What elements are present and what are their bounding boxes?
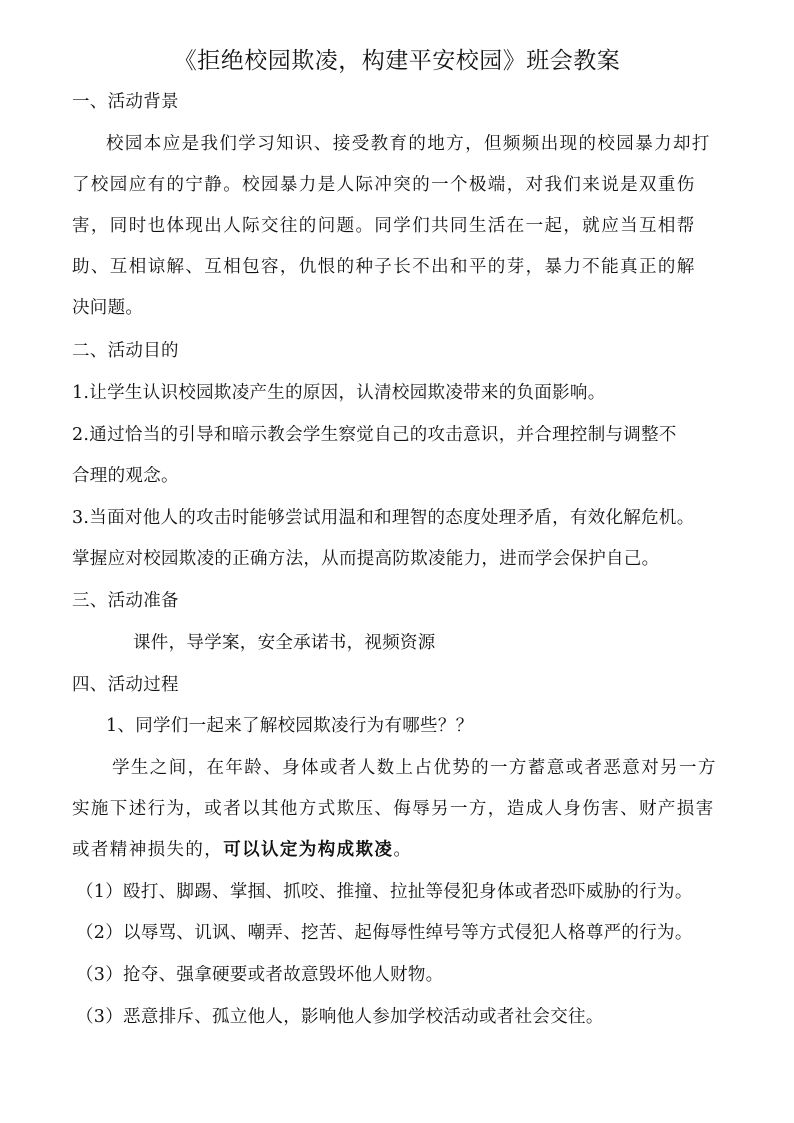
paragraph-line: 实施下述行为，或者以其他方式欺压、侮辱另一方，造成人身伤害、财产损害 — [72, 799, 715, 819]
paragraph-line: 校园本应是我们学习知识、接受教育的地方，但频频出现的校园暴力却打 — [106, 134, 711, 154]
preparation-line: 课件，导学案，安全承诺书，视频资源 — [133, 633, 436, 653]
bullying-item-2: （2）以辱骂、讥讽、嘲弄、挖苦、起侮辱性绰号等方式侵犯人格尊严的行为。 — [76, 923, 693, 943]
purpose-item-2-cont: 合理的观念。 — [72, 466, 179, 486]
purpose-item-1: 1.让学生认识校园欺凌产生的原因，认清校园欺凌带来的负面影响。 — [72, 383, 606, 403]
document-title: 《拒绝校园欺凌，构建平安校园》班会教案 — [173, 48, 621, 74]
purpose-item-3-cont: 掌握应对校园欺凌的正确方法，从而提高防欺凌能力，进而学会保护自己。 — [72, 549, 660, 569]
paragraph-text: 或者精神损失的， — [72, 840, 224, 860]
emphasis-text: 可以认定为构成欺凌 — [223, 840, 394, 860]
process-question: 1、同学们一起来了解校园欺凌行为有哪些？？ — [106, 716, 474, 736]
paragraph-line: 了校园应有的宁静。校园暴力是人际冲突的一个极端，对我们来说是双重伤 — [72, 175, 696, 195]
section-heading-purpose: 二、活动目的 — [72, 341, 179, 361]
paragraph-line: 学生之间，在年龄、身体或者人数上占优势的一方蓄意或者恶意对另一方 — [112, 758, 717, 778]
paragraph-line-with-emphasis — [72, 838, 412, 862]
bullying-item-1: （1）殴打、脚踢、掌掴、抓咬、推撞、拉扯等侵犯身体或者恐吓威胁的行为。 — [76, 882, 693, 902]
paragraph-line: 助、互相谅解、互相包容，仇恨的种子长不出和平的芽，暴力不能真正的解 — [72, 257, 696, 277]
paragraph-line: 害，同时也体现出人际交往的问题。同学们共同生活在一起，就应当互相帮 — [72, 216, 696, 236]
section-heading-preparation: 三、活动准备 — [72, 591, 179, 611]
paragraph-line: 决问题。 — [72, 298, 144, 318]
purpose-item-3: 3.当面对他人的攻击时能够尝试用温和和理智的态度处理矛盾，有效化解危机。 — [72, 508, 695, 528]
purpose-item-2: 2.通过恰当的引导和暗示教会学生察觉自己的攻击意识，并合理控制与调整不 — [72, 425, 677, 445]
bullying-item-3: （3）抢夺、强拿硬要或者故意毁坏他人财物。 — [76, 965, 444, 985]
bullying-item-4: （3）恶意排斥、孤立他人，影响他人参加学校活动或者社会交往。 — [76, 1007, 604, 1027]
section-heading-background: 一、活动背景 — [72, 92, 179, 112]
paragraph-end: 。 — [393, 840, 413, 860]
section-heading-process: 四、活动过程 — [72, 675, 179, 695]
